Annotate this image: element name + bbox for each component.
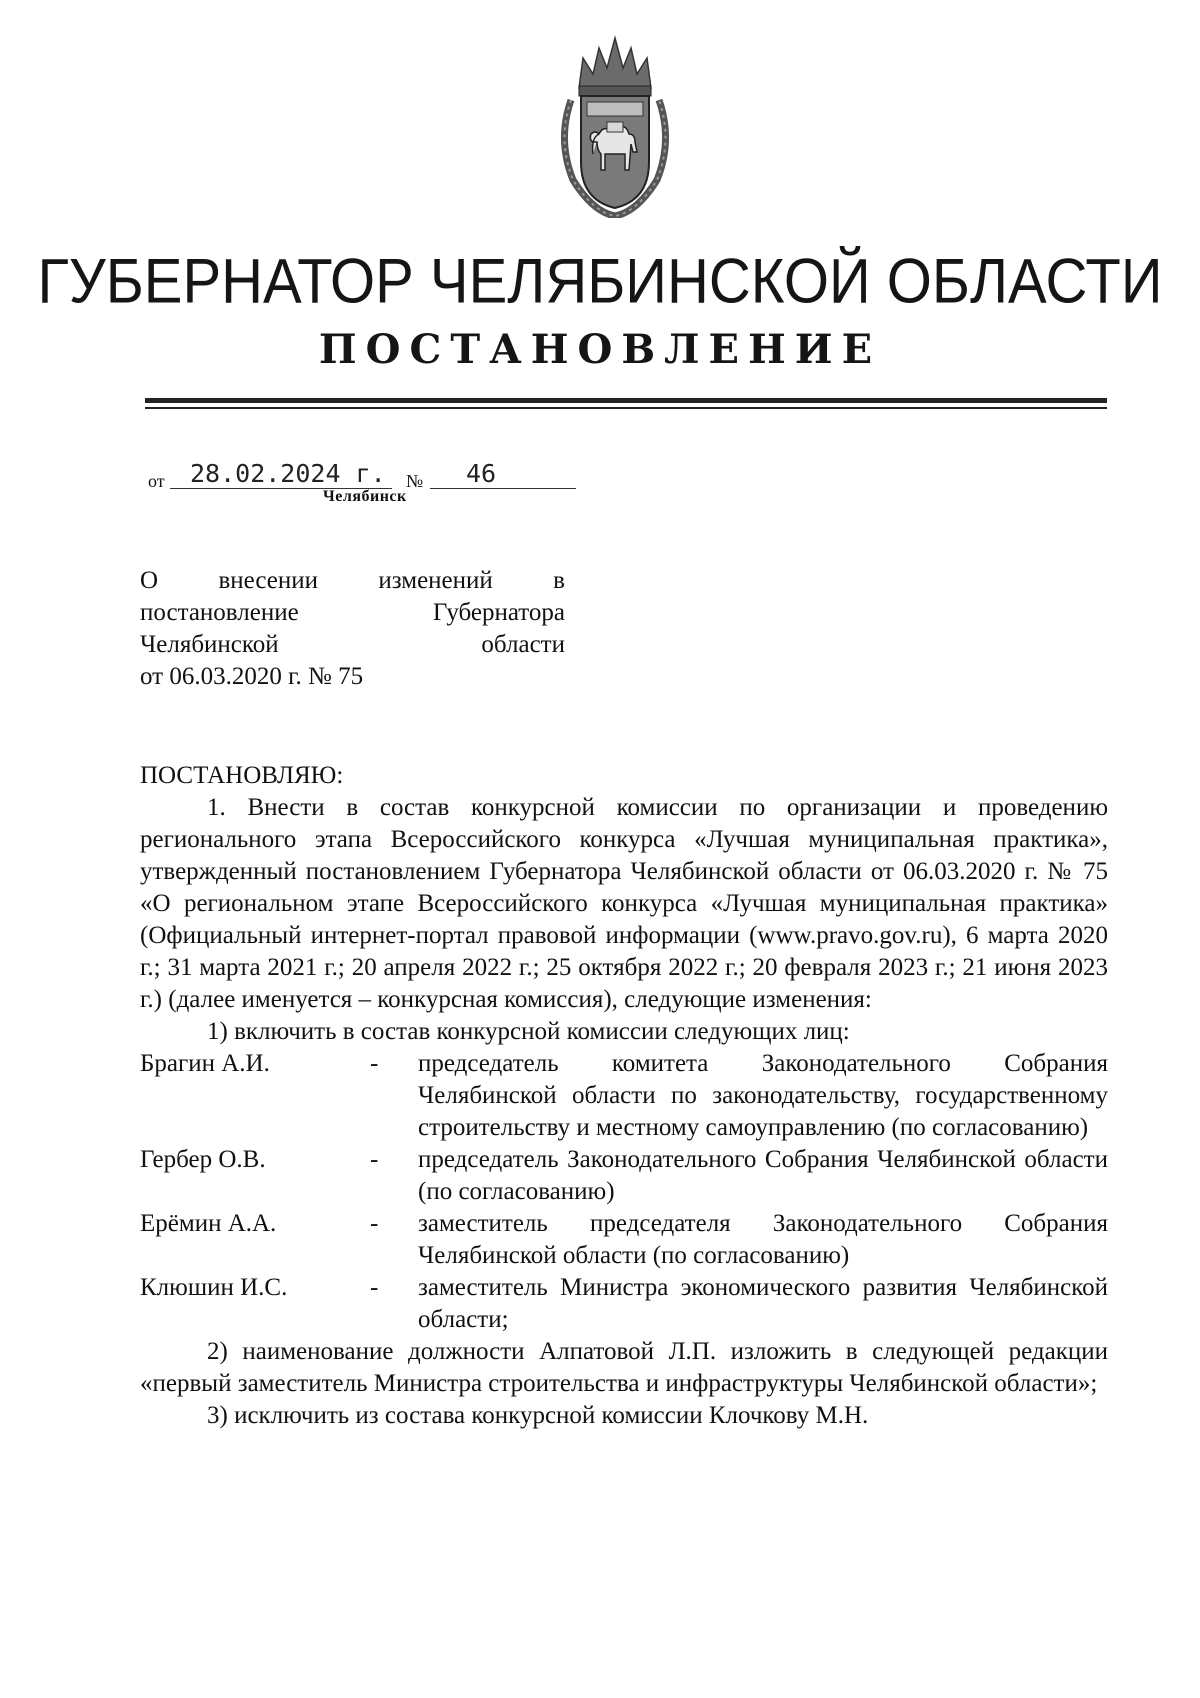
- document-subject: [140, 565, 565, 693]
- paragraph-1: 1. Внести в состав конкурсной комиссии по организации и проведению регионального этапа Всероссийского конкурса «Лучшая муниципальная практика», утвержденный постановлением Губернатора Челябинской области от 06.03.2020 г. № 75 «О региональном этапе Всероссийского конкурса «Лучшая муниципальная практика» (Официальный интернет-портал правовой информации (www.pravo.gov.ru), 6 марта 2020 г.; 31 марта 2021 г.; 20 апреля 2022 г.; 25 октября 2022 г.; 20 февраля 2023 г.; 21 июня 2023 г.) (далее именуется – конкурсная комиссия), следующие изменения:: [140, 794, 1108, 1013]
- member-dash: -: [370, 1050, 379, 1077]
- document-number: 46: [466, 459, 497, 488]
- member-position: заместитель Министра экономического развития Челябинской области;: [418, 1274, 1108, 1333]
- document-date: 28.02.2024 г.: [190, 459, 386, 488]
- document-city: Челябинск: [323, 488, 407, 505]
- subject-word: О: [140, 567, 159, 594]
- member-dash: -: [370, 1210, 379, 1237]
- paragraph-1-item-3: 3) исключить из состава конкурсной комиссии Клочкову М.Н.: [207, 1402, 869, 1429]
- coat-of-arms-emblem: [553, 30, 677, 218]
- decree-heading: ПОСТАНОВЛЯЮ:: [140, 762, 344, 789]
- subject-word: внесении: [218, 567, 318, 594]
- subject-word: Челябинской: [140, 631, 279, 658]
- member-row: [140, 1272, 1108, 1336]
- subject-word: в: [553, 567, 565, 594]
- subject-word: изменений: [378, 567, 493, 594]
- member-dash: -: [370, 1274, 379, 1301]
- member-dash: -: [370, 1146, 379, 1173]
- member-position: заместитель председателя Законодательного Собрания Челябинской области (по согласованию): [418, 1210, 1108, 1269]
- document-body: [140, 760, 1108, 1432]
- header-divider-thick: [145, 398, 1107, 403]
- header-divider-thin: [145, 407, 1107, 409]
- paragraph-1-item-2: 2) наименование должности Алпатовой Л.П. изложить в следующей редакции «первый заместитель Министра строительства и инфраструктуры Челябинской области»;: [140, 1338, 1108, 1397]
- from-label: от: [148, 471, 165, 491]
- member-name: Клюшин И.С.: [140, 1274, 288, 1301]
- paragraph-1-item-1: 1) включить в состав конкурсной комиссии следующих лиц:: [207, 1018, 850, 1045]
- subject-word: постановление: [140, 599, 299, 626]
- member-name: Гербер О.В.: [140, 1146, 266, 1173]
- number-underline: [430, 488, 576, 489]
- member-position: председатель Законодательного Собрания Челябинской области (по согласованию): [418, 1146, 1108, 1205]
- member-row: [140, 1208, 1108, 1272]
- member-name: Брагин А.И.: [140, 1050, 270, 1077]
- member-row: [140, 1144, 1108, 1208]
- subject-word: Губернатора: [432, 599, 565, 626]
- member-position: председатель комитета Законодательного Собрания Челябинской области по законодательству, государственному строительству и местному самоуправлению (по согласованию): [418, 1050, 1108, 1141]
- member-name: Ерёмин А.А.: [140, 1210, 277, 1237]
- member-row: [140, 1048, 1108, 1144]
- subject-word: области: [481, 631, 565, 658]
- number-label: №: [406, 471, 424, 491]
- document-type: ПОСТАНОВЛЕНИЕ: [318, 326, 882, 373]
- issuer-title: ГУБЕРНАТОР ЧЕЛЯБИНСКОЙ ОБЛАСТИ: [37, 246, 1163, 317]
- subject-reference: от 06.03.2020 г. № 75: [140, 663, 364, 690]
